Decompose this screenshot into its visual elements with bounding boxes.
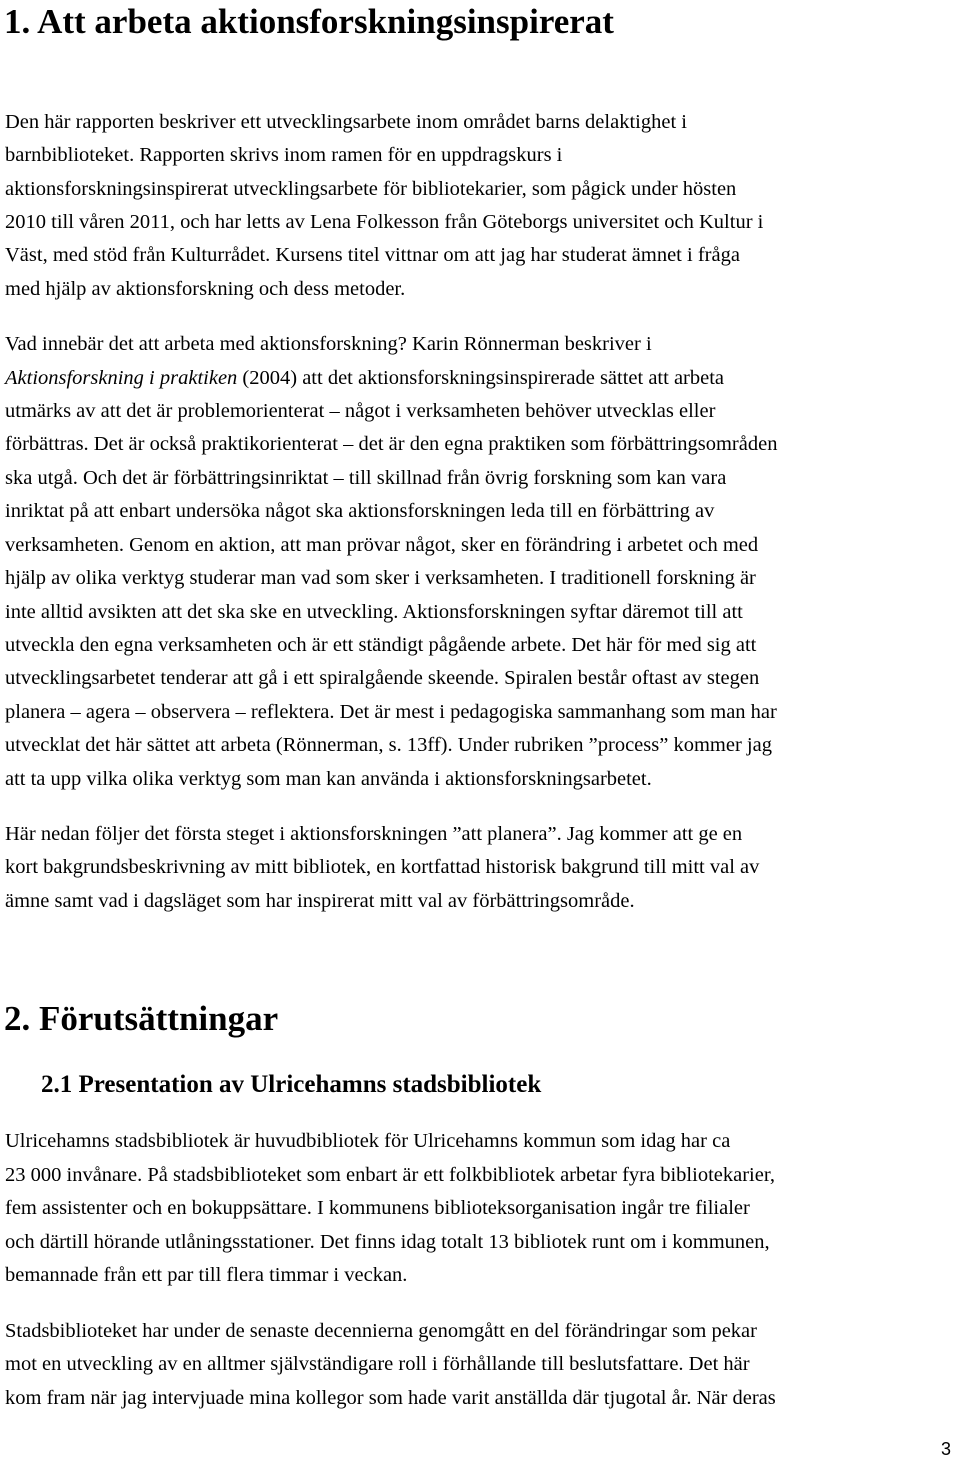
text-line: verksamheten. Genom en aktion, att man prövar något, sker en förändring i arbetet och med (5, 534, 759, 556)
text-line: Den här rapporten beskriver ett utvecklingsarbete inom området barns delaktighet i (5, 111, 687, 133)
book-title: Aktionsforskning i praktiken (5, 367, 238, 389)
text-line (5, 368, 724, 389)
text-line: ska utgå. Och det är förbättringsinriktat – till skillnad från övrig forskning som kan vara (5, 467, 727, 489)
text-line: Väst, med stöd från Kulturrådet. Kursens titel vittnar om att jag har studerat ämnet i fråga (5, 244, 740, 266)
text-line: bemannade från ett par till flera timmar i veckan. (5, 1264, 408, 1286)
text-line: och därtill hörande utlåningsstationer. Det finns idag totalt 13 bibliotek runt om i kommunen, (5, 1231, 770, 1253)
text-line: utvecklingsarbetet tenderar att gå i ett spiralgående skeende. Spiralen består oftast av stegen (5, 667, 760, 689)
text-line: Vad innebär det att arbeta med aktionsforskning? Karin Rönnerman beskriver i (5, 333, 652, 355)
text-line: inte alltid avsikten att det ska ske en utveckling. Aktionsforskningen syftar däremot till att (5, 601, 743, 623)
text-line: hjälp av olika verktyg studerar man vad som sker i verksamheten. I traditionell forskning är (5, 567, 756, 589)
page-number: 3 (940, 1439, 951, 1459)
text-line: utmärks av att det är problemorienterat – något i verksamheten behöver utvecklas eller (5, 400, 716, 422)
text-line: Här nedan följer det första steget i aktionsforskningen ”att planera”. Jag kommer att ge en (5, 823, 743, 845)
text-line: mot en utveckling av en alltmer självständigare roll i förhållande till beslutsfattare. Det här (5, 1353, 750, 1375)
text-span: (2004) att det aktionsforskningsinspirerade sättet att arbeta (237, 367, 725, 389)
text-line: med hjälp av aktionsforskning och dess metoder. (5, 278, 406, 300)
text-line: utveckla den egna verksamheten och är ett ständigt pågående arbete. Det här för med sig att (5, 634, 757, 656)
text-line: kort bakgrundsbeskrivning av mitt bibliotek, en kortfattad historisk bakgrund till mitt val av (5, 856, 760, 878)
heading-2-1: 2.1 Presentation av Ulricehamns stadsbibliotek (41, 1071, 542, 1098)
text-line: inriktat på att enbart undersöka något ska aktionsforskningen leda till en förbättring av (5, 500, 715, 522)
heading-1: 1. Att arbeta aktionsforskningsinspirerat (4, 2, 614, 41)
text-line: ämne samt vad i dagsläget som har inspirerat mitt val av förbättringsområde. (5, 890, 635, 912)
text-line: Stadsbiblioteket har under de senaste decennierna genomgått en del förändringar som pekar (5, 1320, 757, 1342)
text-line: förbättras. Det är också praktikorienterat – det är den egna praktiken som förbättringsområden (5, 433, 778, 455)
text-line: fem assistenter och en bokuppsättare. I kommunens biblioteksorganisation ingår tre filialer (5, 1197, 750, 1219)
text-line: 2010 till våren 2011, och har letts av Lena Folkesson från Göteborgs universitet och Kultur i (5, 211, 764, 233)
text-line: 23 000 invånare. På stadsbiblioteket som enbart är ett folkbibliotek arbetar fyra bibliotekarier, (5, 1164, 775, 1186)
text-line: Ulricehamns stadsbibliotek är huvudbibliotek för Ulricehamns kommun som idag har ca (5, 1130, 731, 1152)
text-line: att ta upp vilka olika verktyg som man kan använda i aktionsforskningsarbetet. (5, 768, 652, 790)
text-line: aktionsforskningsinspirerat utvecklingsarbete för bibliotekarier, som pågick under hösten (5, 178, 737, 200)
text-line: barnbiblioteket. Rapporten skrivs inom ramen för en uppdragskurs i (5, 144, 563, 166)
heading-2: 2. Förutsättningar (4, 999, 279, 1038)
text-line: kom fram när jag intervjuade mina kollegor som hade varit anställda där tjugotal år. När deras (5, 1387, 776, 1409)
text-line: planera – agera – observera – reflektera. Det är mest i pedagogiska sammanhang som man har (5, 701, 777, 723)
text-line: utvecklat det här sättet att arbeta (Rönnerman, s. 13ff). Under rubriken ”process” kommer jag (5, 734, 772, 756)
